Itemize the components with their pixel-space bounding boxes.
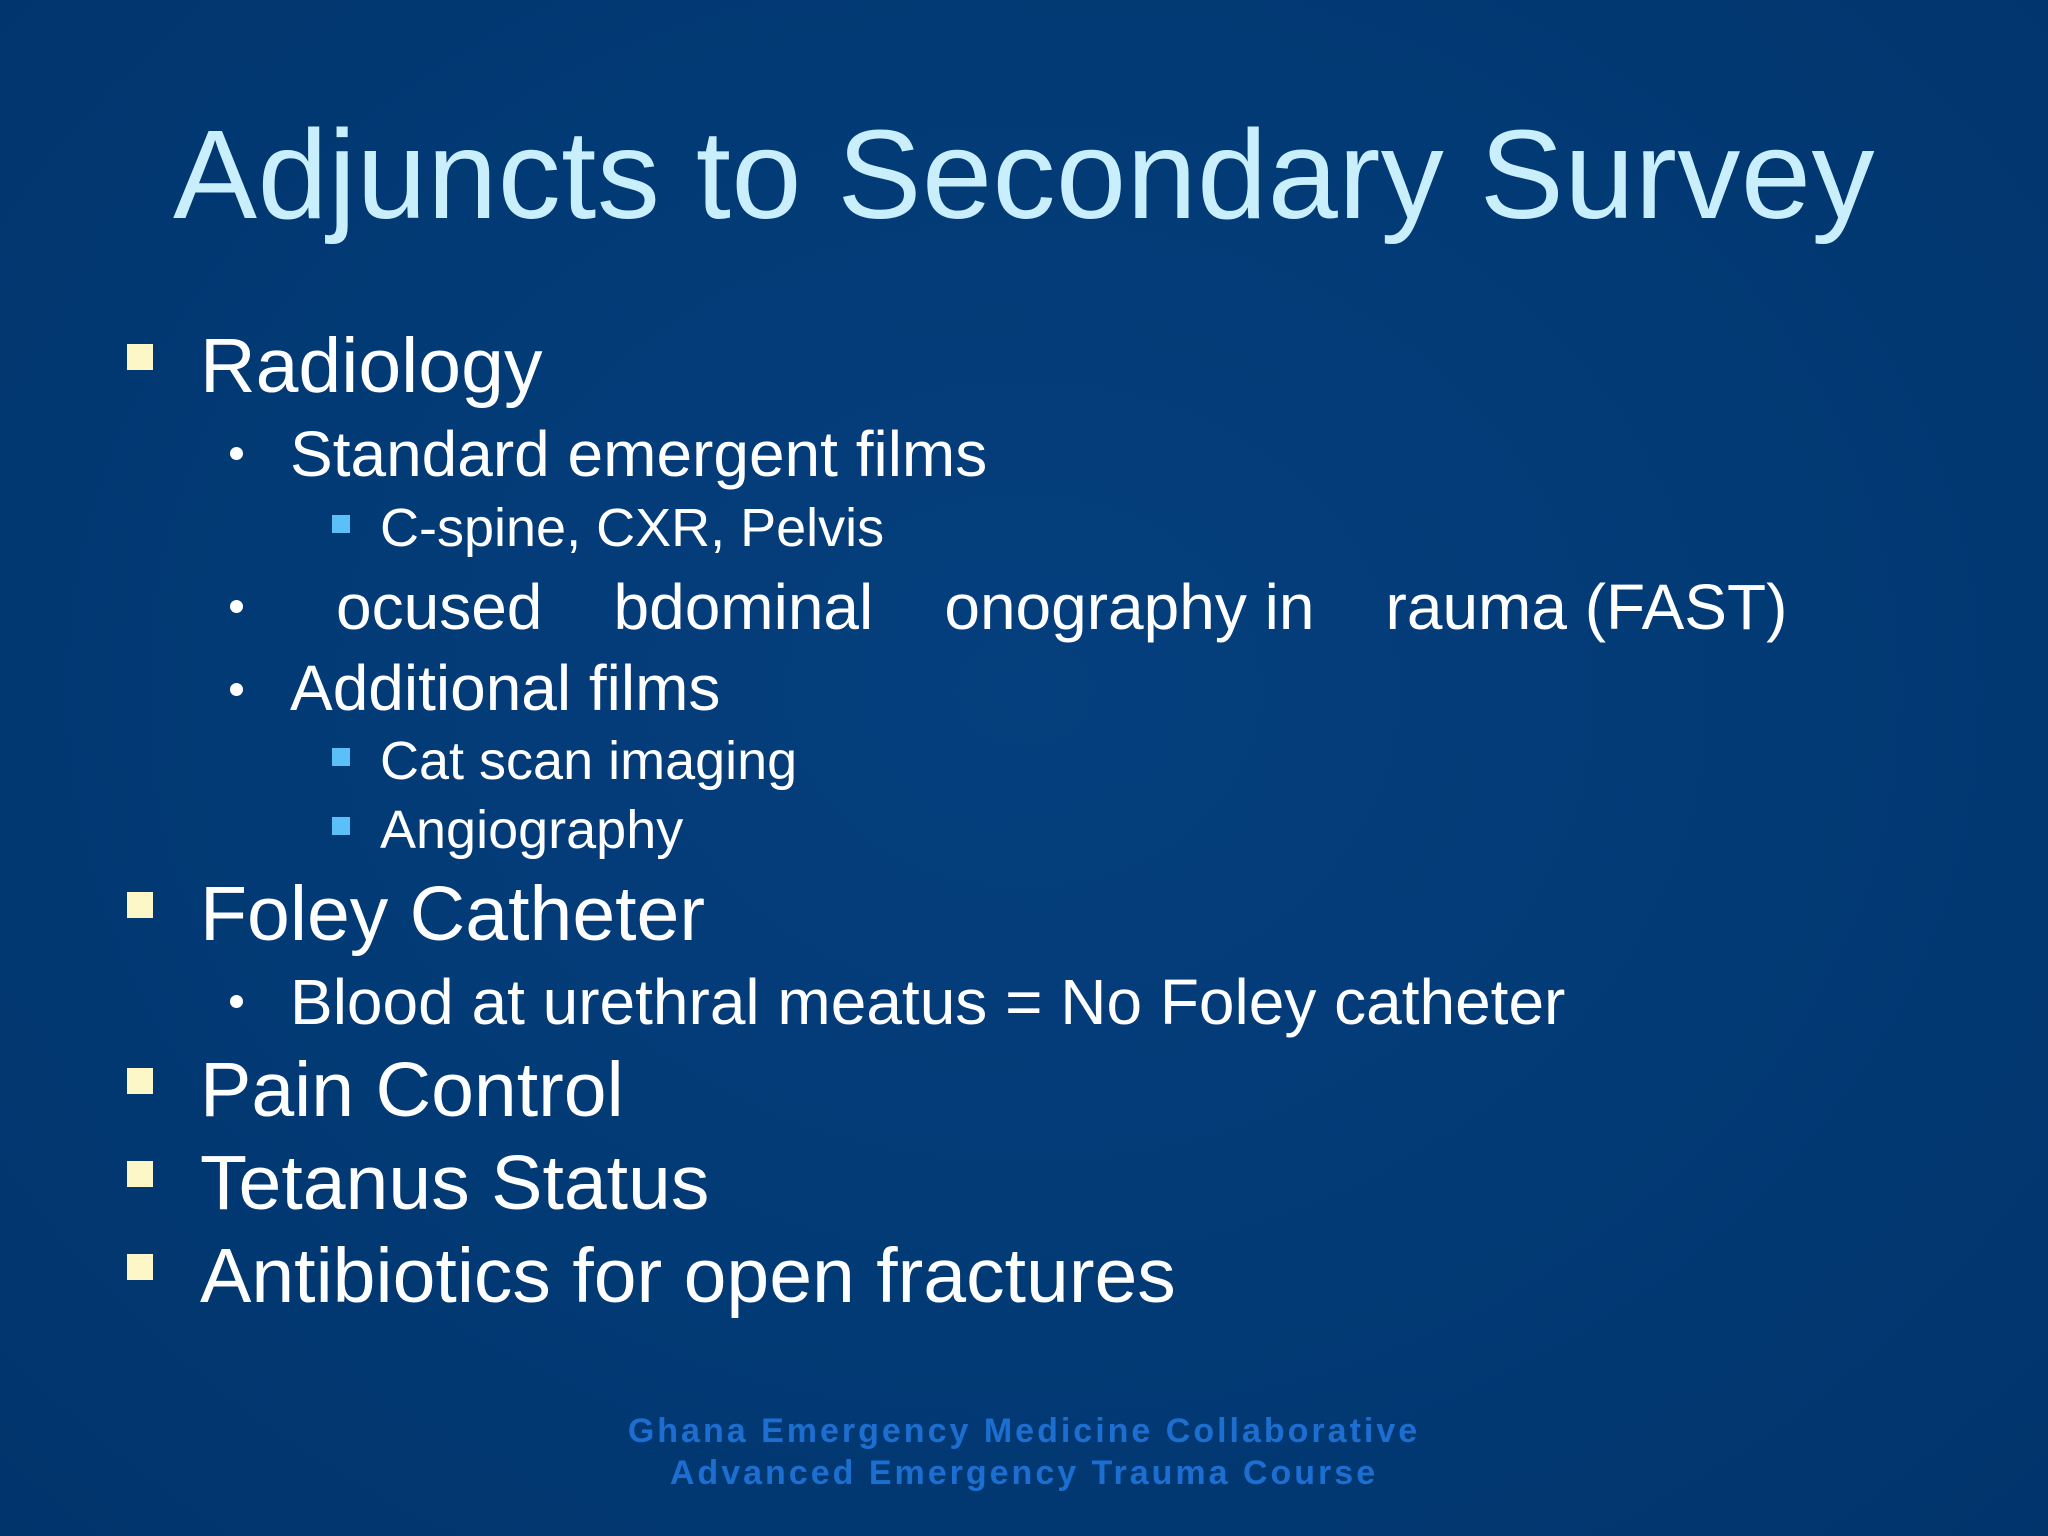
bullet-angiography: Angiography — [380, 800, 684, 860]
bullet-pain-control: Pain Control — [200, 1047, 624, 1133]
level1-bullet — [127, 1254, 153, 1280]
level1-bullet — [127, 1161, 153, 1187]
bullet-cspine-cxr-pelvis: C-spine, CXR, Pelvis — [380, 498, 885, 558]
bullet-additional-films: Additional films — [290, 652, 721, 724]
bullet-blood-urethral-meatus: Blood at urethral meatus = No Foley catheter — [290, 966, 1566, 1038]
level2-bullet — [230, 600, 243, 613]
level1-bullet — [127, 344, 153, 370]
bullet-tetanus-status: Tetanus Status — [200, 1140, 710, 1226]
bullet-radiology: Radiology — [200, 323, 543, 409]
bullet-fast: ocused bdominal onography in rauma (FAST) — [336, 571, 1788, 643]
footer-line-2: Advanced Emergency Trauma Course — [669, 1454, 1379, 1492]
level2-bullet — [230, 447, 243, 460]
level3-bullet — [332, 515, 350, 533]
bullet-standard-emergent-films: Standard emergent films — [290, 418, 988, 490]
level3-bullet — [332, 817, 350, 835]
bullet-cat-scan-imaging: Cat scan imaging — [380, 731, 798, 791]
bullet-foley-catheter: Foley Catheter — [200, 871, 706, 957]
level1-bullet — [127, 1068, 153, 1094]
level2-bullet — [230, 683, 243, 696]
level2-bullet — [230, 995, 243, 1008]
level1-bullet — [127, 892, 153, 918]
slide-title: Adjuncts to Secondary Survey — [173, 104, 1875, 245]
footer-line-1: Ghana Emergency Medicine Collaborative — [627, 1412, 1421, 1450]
level3-bullet — [332, 748, 350, 766]
bullet-antibiotics: Antibiotics for open fractures — [200, 1233, 1176, 1319]
